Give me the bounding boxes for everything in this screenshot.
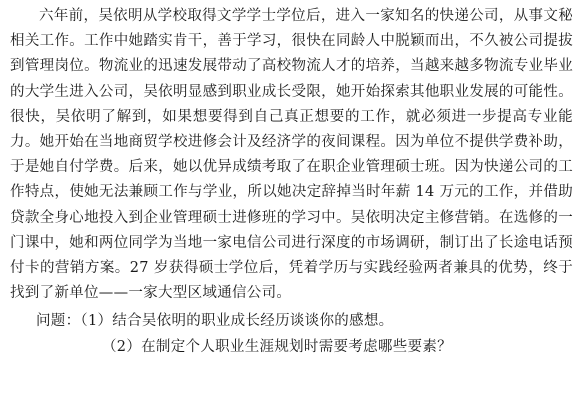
case-paragraph: 六年前，吴依明从学校取得文学学士学位后，进入一家知名的快递公司，从事文秘相关工作。工作中她踏实肯干，善于学习，很快在同龄人中脱颖而出，不久被公司提拔到管理岗位。物流业的迅速发展带动了高校物流人才的培养，当越来越多物流专业毕业的大学生进入公司，吴依明显感到职业成长受限，她开始探索其他职业发展的可能性。很快，吴依明了解到，如果想要得到自己真正想要的工作，就必须进一步提高专业能力。她开始在当地商贸学校进修会计及经济学的夜间课程。因为单位不提供学费补助，于是她自付学费。后来，她以优异成绩考取了在职企业管理硕士班。因为快递公司的工作特点，使她无法兼顾工作与学业，所以她决定辞掉当时年薪 14 万元的工作，并借助贷款全身心地投入到企业管理硕士进修班的学习中。吴依明决定主修营销。在选修的一门课中，她和两位同学为当地一家电信公司进行深度的市场调研，制订出了长途电话预付卡的营销方案。27 岁获得硕士学位后，凭着学历与实践经验两者兼具的优势，终于找到了新单位——一家大型区域通信公司。 (10, 8, 573, 302)
question-1: 问题：（1）结合吴依明的职业成长经历谈谈你的感想。 (36, 313, 394, 330)
question-2: （2）在制定个人职业生涯规划时需要考虑哪些要素？ (102, 339, 452, 356)
